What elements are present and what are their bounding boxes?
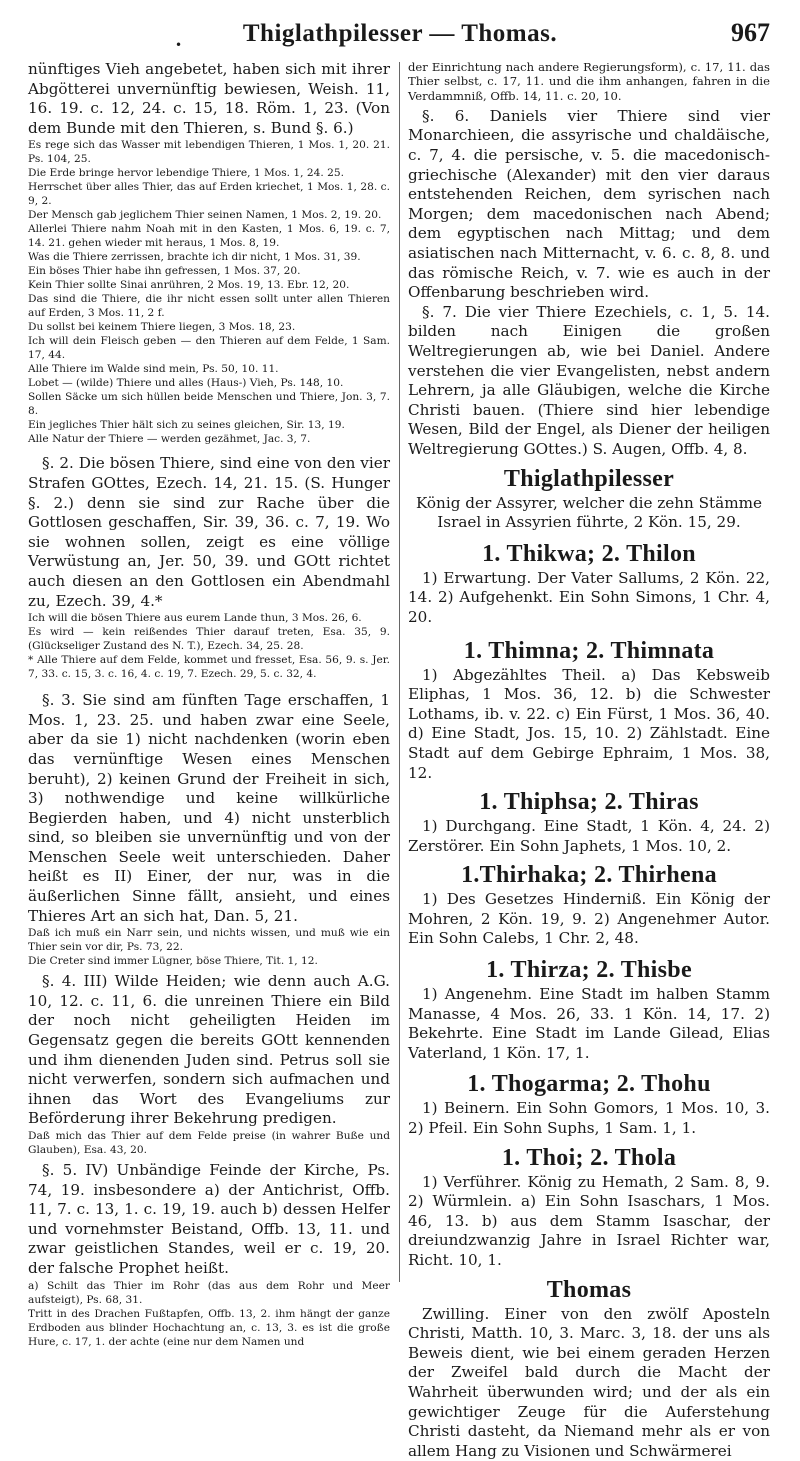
scripture-reference: Sollen Säcke um sich hüllen beide Menschen und Thiere, Jon. 3, 7. 8. [28,391,390,418]
paragraph: §. 3. Sie sind am fünften Tage erschaffen, 1 Mos. 1, 23. 25. und haben zwar eine Seele, aber da sie 1) nicht nachdenken (worin eben das vernünftige Wesen eines Menschen beruht), 2) keinen Grund der Freiheit in sich, 3) nothwendige und keine willkürliche Begierden haben, und 4) nicht unsterblich sind, so bleiben sie unvernünftig und von der Menschen Seele weit unterschieden. Daher heißt es II) Einer, der nur, was in die äußerlichen Sinne fällt, ansieht, und eines Thieres Art an sich hat, Dan. 5, 21. [28,691,390,925]
scripture-reference: Es rege sich das Wasser mit lebendigen Thieren, 1 Mos. 1, 20. 21. Ps. 104, 25. [28,139,390,166]
scripture-reference: Das sind die Thiere, die ihr nicht essen sollt unter allen Thieren auf Erden, 3 Mos. 11, 2 f. [28,293,390,320]
scripture-reference: Daß mich das Thier auf dem Felde preise (in wahrer Buße und Glauben), Esa. 43, 20. [28,1130,390,1156]
scripture-reference: Lobet — (wilde) Thiere und alles (Haus-) Vieh, Ps. 148, 10. [28,377,344,390]
scripture-reference: Der Mensch gab jeglichem Thier seinen Namen, 1 Mos. 2, 19. 20. [28,209,382,222]
entry-heading: 1. Thirza; 2. Thisbe [486,957,692,984]
paragraph: 1) Angenehm. Eine Stadt im halben Stamm Manasse, 4 Mos. 26, 33. 1 Kön. 14, 17. 2) Bekehrte. Eine Stadt im Lande Gilead, Elias Vaterland, 1 Kön. 17, 1. [408,985,770,1062]
column-divider [399,62,400,1282]
paragraph: 1) Erwartung. Der Vater Sallums, 2 Kön. 22, 14. 2) Aufgehenkt. Ein Sohn Simons, 1 Chr. 4, 20. [408,568,770,626]
paragraph: §. 7. Die vier Thiere Ezechiels, c. 1, 5. 14. bilden nach Einigen die großen Weltregierungen ab, wie bei Daniel. Andere verstehen die vier Evangelisten, nebst andern Lehrern, ja alle Gläubigen, welche die Kirche Christi bauen. (Thiere sind hier lebendige Wesen, Bild der Engel, als Diener der heiligen Weltregierung GOttes.) S. Augen, Offb. 4, 8. [408,302,770,458]
paragraph: §. 5. IV) Unbändige Feinde der Kirche, Ps. 74, 19. insbesondere a) der Antichrist, Offb. 11, 7. c. 13, 1. c. 19, 19. auch b) dessen Helfer und vornehmster Beistand, Offb. 13, 11. und zwar geistlichen Standes, weil er c. 19, 20. der falsche Prophet heißt. [28,1161,390,1277]
scripture-reference: der Einrichtung nach andere Regierungsform), c. 17, 11. das Thier selbst, c. 17, 11. und die ihm anhangen, fahren in die Verdammniß, Offb. 14, 11. c. 20, 10. [408,60,770,103]
paragraph: 1) Beinern. Ein Sohn Gomors, 1 Mos. 10, 3. 2) Pfeil. Ein Sohn Suphs, 1 Sam. 1, 1. [408,1099,770,1138]
scripture-reference: Kein Thier sollte Sinai anrühren, 2 Mos. 19, 13. Ebr. 12, 20. [28,279,350,292]
scripture-reference: Daß ich muß ein Narr sein, und nichts wissen, und muß wie ein Thier sein vor dir, Ps. 73, 22. [28,927,390,954]
paragraph: 1) Durchgang. Eine Stadt, 1 Kön. 4, 24. 2) Zerstörer. Ein Sohn Japhets, 1 Mos. 10, 2. [408,817,770,855]
scripture-reference: Tritt in des Drachen Fußtapfen, Offb. 13, 2. ihm hängt der ganze Erdboden aus blinder Hochachtung an, c. 13, 3. es ist die große Hure, c. 17, 1. der achte (eine nur dem Namen und [28,1307,390,1348]
scripture-reference: Du sollst bei keinem Thiere liegen, 3 Mos. 18, 23. [28,321,296,334]
paragraph: 1) Abgezähltes Theil. a) Das Kebsweib Eliphas, 1 Mos. 36, 12. b) die Schwester Lothams, ib. v. 22. c) Ein Fürst, 1 Mos. 36, 40. d) Eine Stadt, Jos. 15, 10. 2) Zählstadt. Eine Stadt auf dem Gebirge Ephraim, 1 Mos. 38, 12. [408,665,770,782]
scripture-reference: Ich will dein Fleisch geben — den Thieren auf dem Felde, 1 Sam. 17, 44. [28,335,390,362]
scripture-reference: Allerlei Thiere nahm Noah mit in den Kasten, 1 Mos. 6, 19. c. 7, 14. 21. gehen wieder mit heraus, 1 Mos. 8, 19. [28,223,390,250]
scripture-reference: Alle Thiere im Walde sind mein, Ps. 50, 10. 11. [28,363,279,376]
entry-heading: 1. Thikwa; 2. Thilon [482,540,696,567]
scripture-reference: Ein böses Thier habe ihn gefressen, 1 Mos. 37, 20. [28,265,301,278]
scripture-reference: Alle Natur der Thiere — werden gezähmet, Jac. 3, 7. [28,433,311,446]
printer-dot: • [175,38,183,52]
paragraph: §. 2. Die bösen Thiere, sind eine von den vier Strafen GOttes, Ezech. 14, 21. 15. (S. Hunger §. 2.) denn sie sind zur Rache über die Gottlosen geschaffen, Sir. 39, 36. c. 7, 19. Wo sie wohnen sollen, zeigt es eine völlige Verwüstung an, Jer. 50, 39. und GOtt richtet auch diesen an den Gottlosen ein Abendmahl zu, Ezech. 39, 4.* [28,454,390,610]
entry-heading: Thomas [546,1276,632,1303]
paragraph: Zwilling. Einer von den zwölf Aposteln Christi, Matth. 10, 3. Marc. 3, 18. der uns als Beweis dient, wie bei einem geraden Herzen der Zweifel bald durch die Macht der Wahrheit überwunden wird; und der als ein gewichtiger Zeuge für die Auferstehung Christi dasteht, da Niemand mehr als er von allem Hang zu Visionen und Schwärmerei [408,1304,770,1460]
entry-description: König der Assyrer, welcher die zehn Stämme Israel in Assyrien führte, 2 Kön. 15, 29. [415,493,763,532]
entry-heading: 1. Thogarma; 2. Thohu [467,1071,711,1098]
scripture-reference: Die Creter sind immer Lügner, böse Thiere, Tit. 1, 12. [28,955,318,968]
entry-heading: 1. Thimna; 2. Thimnata [463,637,715,664]
scripture-reference: * Alle Thiere auf dem Felde, kommet und fresset, Esa. 56, 9. s. Jer. 7, 33. c. 15, 3. c. 16, 4. c. 19, 7. Ezech. 29, 5. c. 32, 4. [28,654,390,681]
entry-heading: 1.Thirhaka; 2. Thirhena [461,862,717,889]
scripture-reference: a) Schilt das Thier im Rohr (das aus dem Rohr und Meer aufsteigt), Ps. 68, 31. [28,1279,390,1306]
left-column [28,60,390,1349]
entry-heading: Thiglathpilesser [503,465,675,492]
scripture-reference: Es wird — kein reißendes Thier darauf treten, Esa. 35, 9. (Glückseliger Zustand des N. T.), Ezech. 34, 25. 28. [28,626,390,653]
entry-heading: 1. Thoi; 2. Thola [501,1144,677,1171]
right-column [408,60,770,1461]
paragraph: nünftiges Vieh angebetet, haben sich mit ihrer Abgötterei unvernünftig bewiesen, Weish. 11, 16. 19. c. 12, 24. c. 15, 18. Röm. 1, 23. (Von dem Bunde mit den Thieren, s. Bund §. 6.) [28,60,390,137]
paragraph: §. 4. III) Wilde Heiden; wie denn auch A.G. 10, 12. c. 11, 6. die unreinen Thiere ein Bild der noch nicht geheiligten Heiden im Gegensatz gegen die bereits GOtt kennenden und ihm dienenden Juden sind. Petrus soll sie nicht verwerfen, sondern sich aufmachen und ihnen das Wort des Evangeliums zur Beförderung ihrer Bekehrung predigen. [28,972,390,1128]
paragraph: 1) Verführer. König zu Hemath, 2 Sam. 8, 9. 2) Würmlein. a) Ein Sohn Isaschars, 1 Mos. 46, 13. b) aus dem Stamm Isaschar, der dreiundzwanzig Jahre in Israel Richter war, Richt. 10, 1. [408,1172,770,1270]
scripture-reference: Herrschet über alles Thier, das auf Erden kriechet, 1 Mos. 1, 28. c. 9, 2. [28,181,390,208]
scripture-reference: Was die Thiere zerrissen, brachte ich dir nicht, 1 Mos. 31, 39. [28,251,361,264]
scripture-reference: Ein jegliches Thier hält sich zu seines gleichen, Sir. 13, 19. [28,419,345,432]
page-number: 967 [731,18,770,47]
page-header [20,14,780,52]
running-title: Thiglathpilesser — Thomas. [242,20,558,47]
scripture-reference: Ich will die bösen Thiere aus eurem Lande thun, 3 Mos. 26, 6. [28,612,362,625]
scripture-reference: Die Erde bringe hervor lebendige Thiere, 1 Mos. 1, 24. 25. [28,167,344,180]
entry-heading: 1. Thiphsa; 2. Thiras [479,789,699,816]
paragraph: 1) Des Gesetzes Hinderniß. Ein König der Mohren, 2 Kön. 19, 9. 2) Angenehmer Autor. Ein Sohn Calebs, 1 Chr. 2, 48. [408,890,770,948]
paragraph: §. 6. Daniels vier Thiere sind vier Monarchieen, die assyrische und chaldäische, c. 7, 4. die persische, v. 5. die macedonisch-griechische (Alexander) mit den vier daraus entstehenden Reichen, dem syrischen nach Morgen; dem macedonischen nach Abend; dem egyptischen nach Mittag; und dem asiatischen nach Mitternacht, v. 6. c. 8, 8. und das römische Reich, v. 7. wie es auch in der Offenbarung beschrieben wird. [408,106,770,302]
